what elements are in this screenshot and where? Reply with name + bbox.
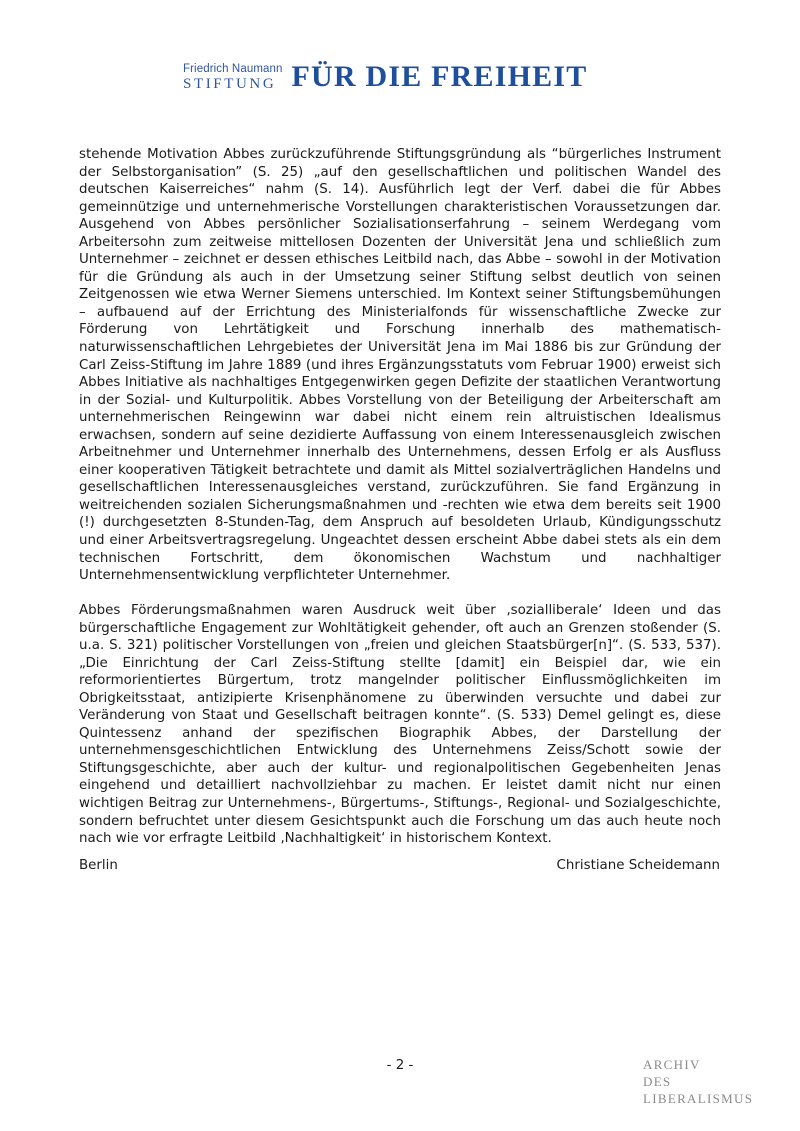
archive-line-3: LIBERALISMUS bbox=[643, 1091, 754, 1106]
body-paragraph-2: Abbes Förderungsmaßnahmen waren Ausdruck weit über ‚sozialliberale‘ Ideen und das bürgerschaftliche Engagement zur Wohltätigkeit gehender, oft auch an Grenzen stoßender (S. u.a. S. 321) politischer Vorstellungen von „freien und gleichen Staatsbürger[n]“. (S. 533, 537). „Die Einrichtung der Carl Zeiss-Stiftung stellte [damit] ein Beispiel dar, wie ein reformorientiertes Bürgertum, trotz mangelnder politischer Einflussmöglichkeiten im Obrigkeitsstaat, antizipierte Krisenphänomene zu überwinden versuchte und dabei zur Veränderung von Staat und Gesellschaft beitragen konnte“. (S. 533) Demel gelingt es, diese Quintessenz anhand der spezifischen Biographik Abbes, der Darstellung der unternehmensgeschichtlichen Entwicklung des Unternehmens Zeiss/Schott sowie der Stiftungsgeschichte, aber auch der kultur- und regionalpolitischen Gegebenheiten Jenas eingehend und detailliert nachvollziehbar zu machen. Er leistet damit nicht nur einen wichtigen Beitrag zur Unternehmens-, Bürgertums-, Stiftungs-, Regional- und Sozialgeschichte, sondern befruchtet unter diesem Gesichtspunkt auch die Forschung um das auch heute noch nach wie vor erfragte Leitbild ‚Nachhaltigkeit‘ in historischem Kontext. bbox=[79, 603, 721, 847]
page-number: - 2 - bbox=[386, 1058, 414, 1073]
archive-watermark bbox=[643, 1056, 753, 1107]
body-paragraph-1: stehende Motivation Abbes zurückzuführende Stiftungsgründung als “bürgerliches Instrument der Selbstorganisation” (S. 25) „auf den gesellschaftlichen und politischen Wandel des deutschen Kaiserreiches“ nahm (S. 14). Ausführlich legt der Verf. dabei die für Abbes gemeinnützige und unternehmerische Vorstellungen charakteristischen Voraussetzungen dar. Ausgehend von Abbes persönlicher Sozialisationserfahrung – seinem Werdegang vom Arbeitersohn zum zeitweise mittellosen Dozenten der Universität Jena und schließlich zum Unternehmer – zeichnet er dessen ethisches Leitbild nach, das Abbe – sowohl in der Motivation für die Gründung als auch in der Umsetzung seiner Stiftung selbst deutlich von seinen Zeitgenossen wie etwa Werner Siemens unterschied. Im Kontext seiner Stiftungsbemühungen – aufbauend auf der Errichtung des Ministerialfonds für wissenschaftliche Zwecke zur Förderung von Lehrtätigkeit und Forschung innerhalb des mathematisch-naturwissenschaftlichen Lehrgebietes der Universität Jena im Mai 1886 bis zur Gründung der Carl Zeiss-Stiftung im Jahre 1889 (und ihres Ergänzungsstatuts vom Februar 1900) erweist sich Abbes Initiative als nachhaltiges Entgegenwirken gegen Defizite der staatlichen Verantwortung in der Sozial- und Kulturpolitik. Abbes Vorstellung von der Beteiligung der Arbeiterschaft am unternehmerischen Reingewinn war dabei nicht einem rein altruistischen Idealismus erwachsen, sondern auf seine dezidierte Auffassung von einem Interessenausgleich zwischen Arbeitnehmer und Unternehmer innerhalb des Unternehmens, dessen Erfolg er als Ausfluss einer kooperativen Tätigkeit betrachtete und damit als Mittel sozialverträglichen Handelns und gesellschaftlichen Interessenausgleiches verstand, zurückzuführen. Sie fand Ergänzung in weitreichenden sozialen Sicherungsmaßnahmen und -rechten wie etwa dem bereits seit 1900 (!) durchgesetzten 8-Stunden-Tag, dem Anspruch auf besoldeten Urlaub, Kündigungsschutz und einer Arbeitsvertragsregelung. Ungeachtet dessen erscheint Abbe dabei stets als ein dem technischen Fortschritt, dem ökonomischen Wachstum und nachhaltiger Unternehmensentwicklung verpflichteter Unternehmer. bbox=[79, 147, 721, 584]
signature-place: Berlin bbox=[79, 858, 118, 873]
signature-author: Christiane Scheidemann bbox=[556, 858, 720, 873]
logo-organization bbox=[183, 64, 283, 93]
logo-org-name: Friedrich Naumann bbox=[183, 62, 283, 75]
logo-claim: FÜR DIE FREIHEIT bbox=[291, 60, 588, 93]
foundation-logo bbox=[183, 62, 587, 92]
archive-line-1: ARCHIV bbox=[643, 1057, 701, 1072]
archive-line-2: DES bbox=[643, 1074, 672, 1089]
logo-org-type: STIFTUNG bbox=[183, 76, 277, 92]
